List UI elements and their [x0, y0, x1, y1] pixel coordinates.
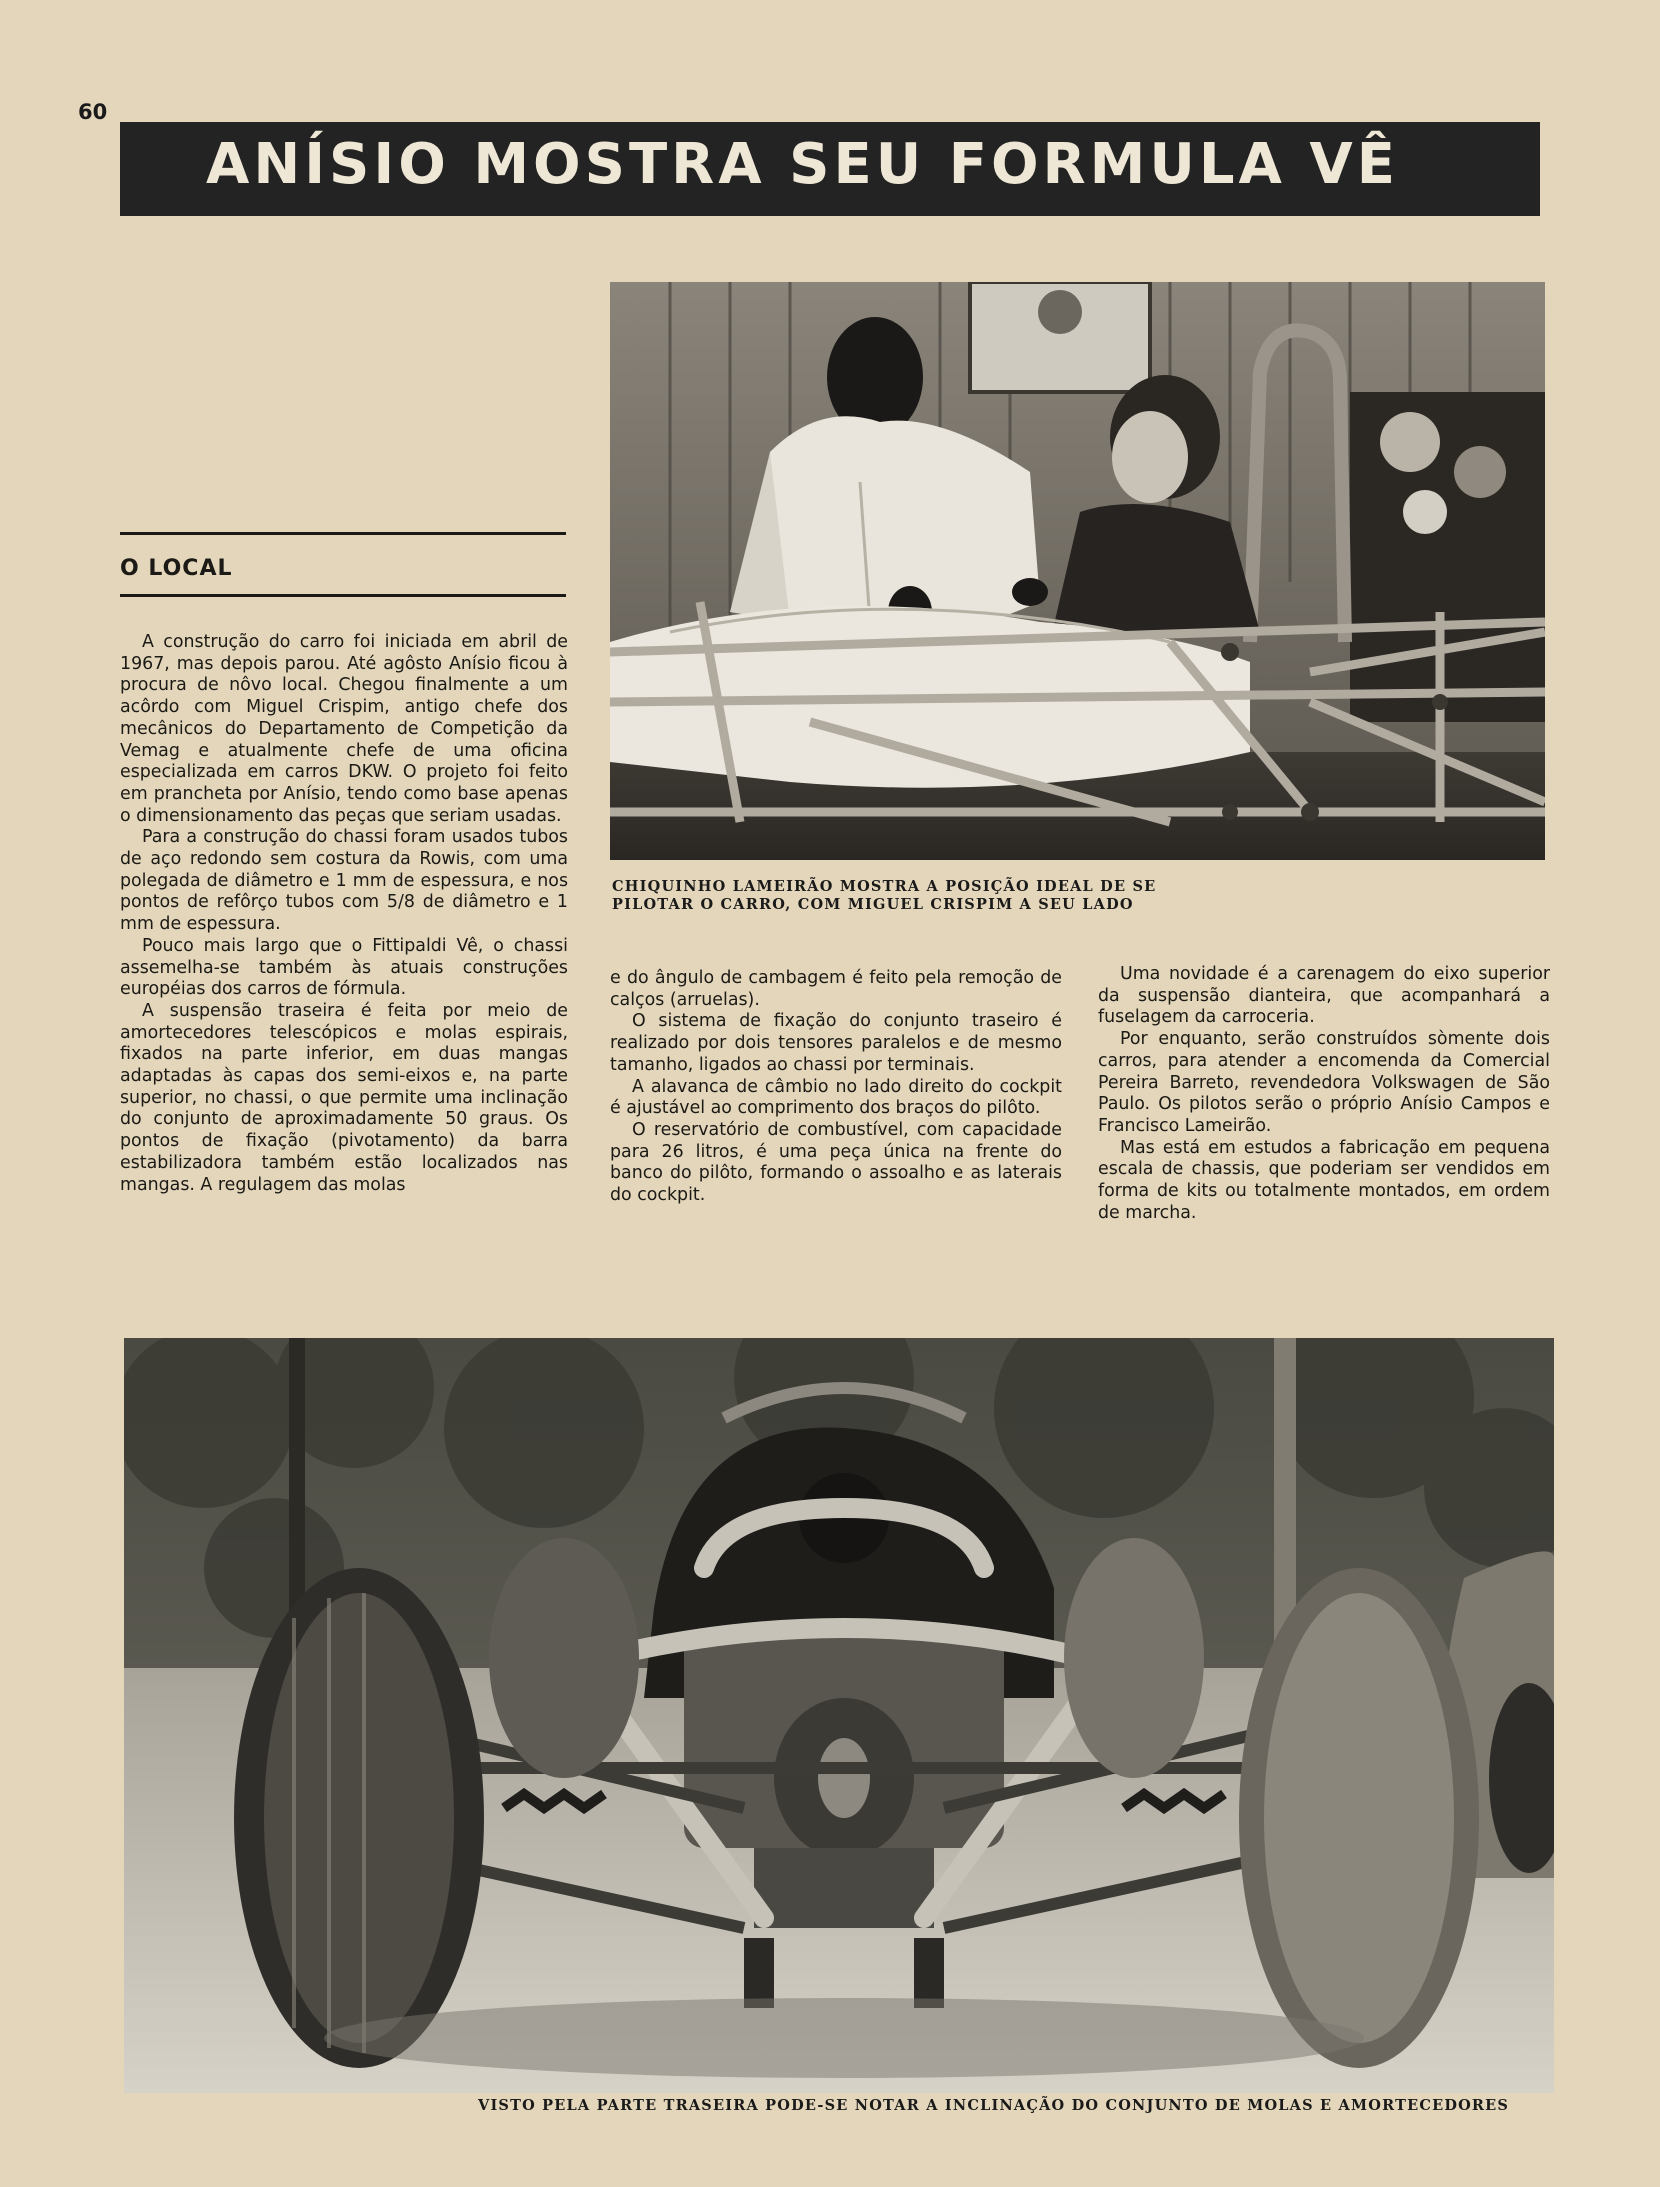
text-column-2: [610, 968, 1062, 1207]
workshop-photo-image: [610, 282, 1545, 860]
paragraph: Para a construção do chassi foram usados tubos de aço redondo sem costura da Rowis, com uma polegada de diâmetro e 1 mm de espessura, e nos pontos de refôrço tubos com 5/8 de diâmetro e 1 mm de espessura.: [120, 827, 568, 935]
paragraph: e do ângulo de cambagem é feito pela remoção de calços (arruelas).: [610, 968, 1062, 1010]
car-rear-photo-image: [124, 1338, 1554, 2093]
section-rule-top: [120, 532, 566, 535]
bottom-photo-caption: VISTO PELA PARTE TRASEIRA PODE-SE NOTAR A INCLINAÇÃO DO CONJUNTO DE MOLAS E AMORTECEDORES: [478, 2097, 1510, 2114]
top-photo-caption: CHIQUINHO LAMEIRÃO MOSTRA A POSIÇÃO IDEAL DE SE PILOTAR O CARRO, COM MIGUEL CRISPIM A SEU LADO: [612, 878, 1157, 913]
paragraph: Por enquanto, serão construídos sòmente dois carros, para atender a encomenda da Comercial Pereira Barreto, revendedora Volkswagen de São Paulo. Os pilotos serão o próprio Anísio Campos e Francisco Lameirão.: [1098, 1029, 1550, 1136]
paragraph: Pouco mais largo que o Fittipaldi Vê, o chassi assemelha-se também às atuais construções européias dos carros de fórmula.: [120, 935, 568, 1000]
paragraph: O sistema de fixação do conjunto traseiro é realizado por dois tensores paralelos e de mesmo tamanho, ligados ao chassi por terminais.: [610, 1011, 1062, 1075]
section-rule-bottom: [120, 594, 566, 597]
text-column-1: [120, 632, 568, 1196]
page-number: 60: [78, 100, 108, 124]
text-column-3: [1098, 964, 1550, 1224]
paragraph: A alavanca de câmbio no lado direito do cockpit é ajustável ao comprimento dos braços do pilôto.: [610, 1076, 1062, 1119]
section-heading: O LOCAL: [120, 556, 233, 581]
paragraph: Uma novidade é a carenagem do eixo superior da suspensão dianteira, que acompanhará a fuselagem da carroceria.: [1098, 964, 1550, 1028]
paragraph: O reservatório de combustível, com capacidade para 26 litros, é uma peça única na frente do banco do pilôto, formando o assoalho e as laterais do cockpit.: [610, 1119, 1062, 1206]
paragraph: A suspensão traseira é feita por meio de amortecedores telescópicos e molas espirais, fixados na parte inferior, em duas mangas adaptadas às capas dos semi-eixos e, na parte superior, no chassi, o que permite uma inclinação do conjunto de aproximadamente 50 graus. Os pontos de fixação (pivotamento) da barra estabilizadora também estão localizados nas mangas. A regulagem das molas: [120, 1000, 568, 1195]
car-rear-photo: [124, 1338, 1554, 2093]
paragraph: Mas está em estudos a fabricação em pequena escala de chassis, que poderiam ser vendidos em forma de kits ou totalmente montados, em ordem de marcha.: [1098, 1137, 1550, 1223]
paragraph: A construção do carro foi iniciada em abril de 1967, mas depois parou. Até agôsto Anísio ficou à procura de nôvo local. Chegou finalmente a um acôrdo com Miguel Crispim, antigo chefe dos mecânicos do Departamento de Competição da Vemag e atualmente chefe de uma oficina especializada em carros DKW. O projeto foi feito em prancheta por Anísio, tendo como base apenas o dimensionamento das peças que seriam usadas.: [120, 632, 568, 826]
title-banner: [120, 122, 1540, 216]
article-title: ANÍSIO MOSTRA SEU FORMULA VÊ: [206, 132, 1399, 197]
workshop-photo: [610, 282, 1545, 860]
